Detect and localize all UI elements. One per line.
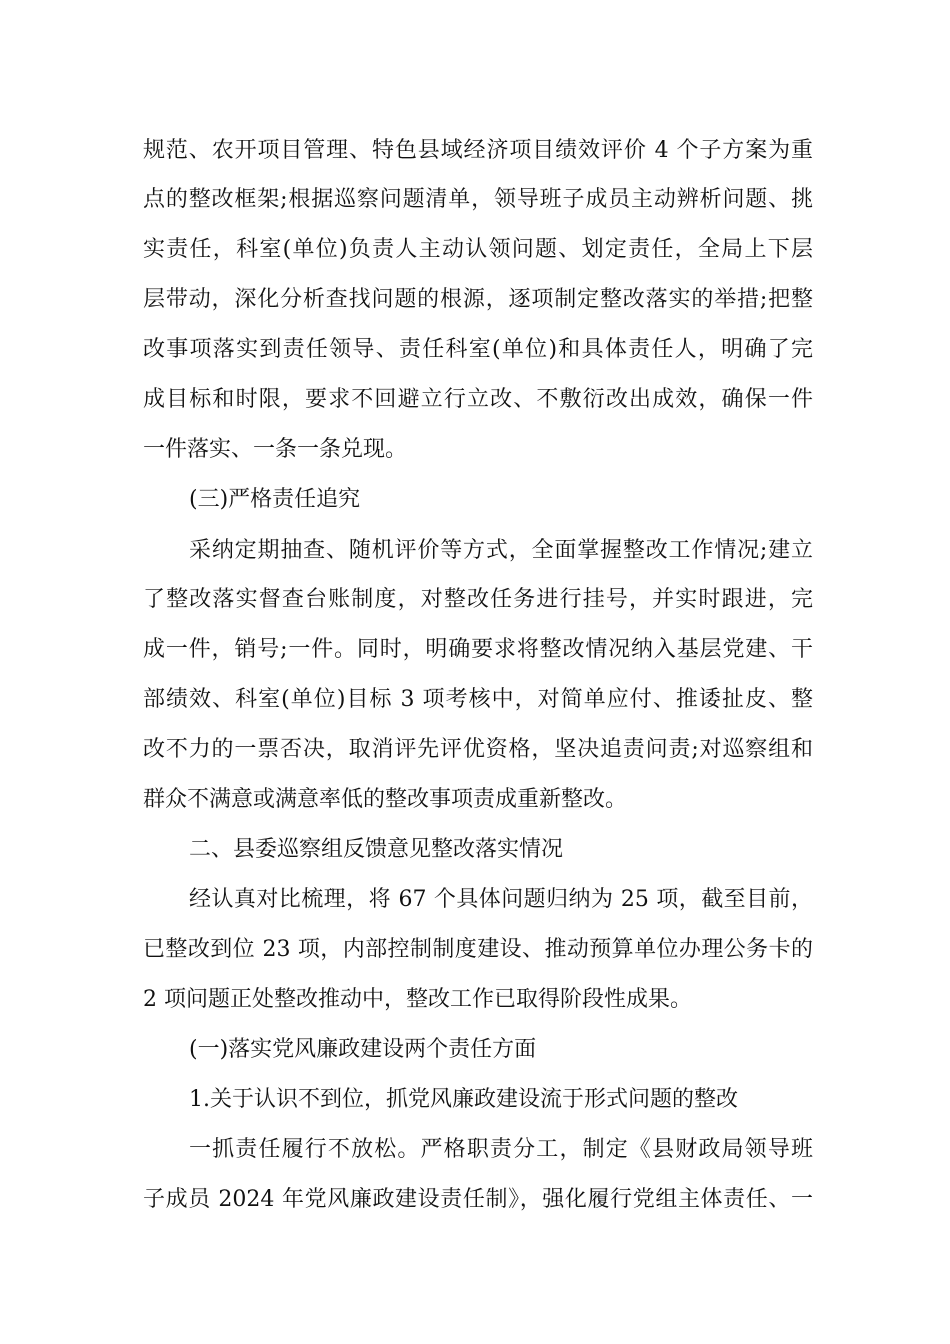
text-line: 规范、农开项目管理、特色县域经济项目绩效评价 4 个子方案为重 bbox=[143, 138, 813, 163]
text-line: 点的整改框架;根据巡察问题清单，领导班子成员主动辨析问题、挑 bbox=[143, 187, 813, 212]
section-heading: (三)严格责任追究 bbox=[189, 487, 361, 512]
text-line: 改事项落实到责任领导、责任科室(单位)和具体责任人，明确了完 bbox=[143, 337, 813, 362]
text-line: 一件落实、一条一条兑现。 bbox=[143, 437, 408, 462]
text-line: 一抓责任履行不放松。严格职责分工，制定《县财政局领导班 bbox=[189, 1137, 813, 1162]
text-line: 成一件，销号;一件。同时，明确要求将整改情况纳入基层党建、干 bbox=[143, 637, 813, 662]
text-line: 层带动，深化分析查找问题的根源，逐项制定整改落实的举措;把整 bbox=[143, 287, 813, 312]
text-line: 成目标和时限，要求不回避立行立改、不敷衍改出成效，确保一件 bbox=[143, 387, 813, 412]
text-line: 已整改到位 23 项，内部控制制度建设、推动预算单位办理公务卡的 bbox=[143, 937, 813, 962]
text-line: 经认真对比梳理，将 67 个具体问题归纳为 25 项，截至目前， bbox=[189, 887, 813, 912]
section-heading: (一)落实党风廉政建设两个责任方面 bbox=[189, 1037, 537, 1062]
text-line: 实责任，科室(单位)负责人主动认领问题、划定责任，全局上下层 bbox=[143, 237, 813, 262]
text-line: 采纳定期抽查、随机评价等方式，全面掌握整改工作情况;建立 bbox=[189, 538, 813, 563]
text-line: 了整改落实督查台账制度，对整改任务进行挂号，并实时跟进，完 bbox=[143, 587, 813, 612]
text-line: 子成员 2024 年党风廉政建设责任制》，强化履行党组主体责任、一 bbox=[143, 1187, 813, 1212]
text-line: 改不力的一票否决，取消评先评优资格，坚决追责问责;对巡察组和 bbox=[143, 737, 813, 762]
section-heading: 二、县委巡察组反馈意见整改落实情况 bbox=[189, 837, 564, 862]
text-line: 2 项问题正处整改推动中，整改工作已取得阶段性成果。 bbox=[143, 987, 692, 1012]
text-line: 部绩效、科室(单位)目标 3 项考核中，对简单应付、推诿扯皮、整 bbox=[143, 687, 813, 712]
section-heading: 1.关于认识不到位，抓党风廉政建设流于形式问题的整改 bbox=[189, 1087, 738, 1112]
text-line: 群众不满意或满意率低的整改事项责成重新整改。 bbox=[143, 787, 628, 812]
